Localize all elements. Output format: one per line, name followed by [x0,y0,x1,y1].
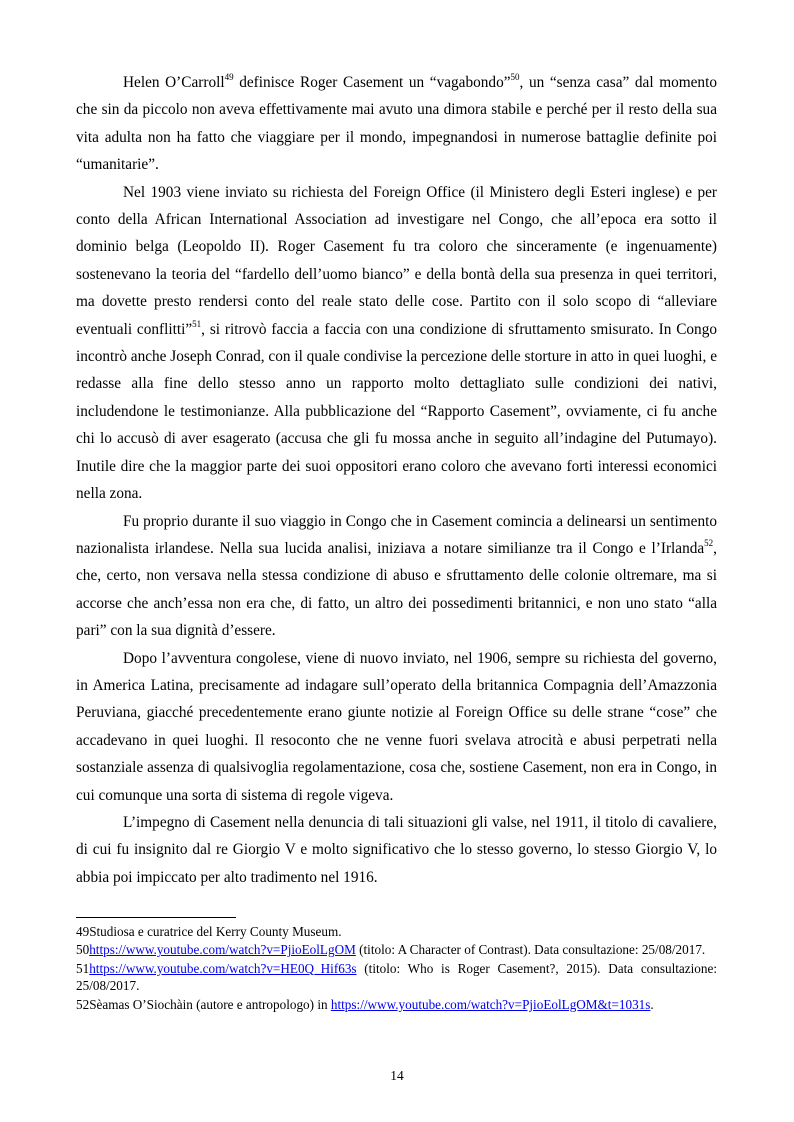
footnote-link[interactable]: https://www.youtube.com/watch?v=PjioEolLgOM [89,942,356,958]
footnote-reference: 49 [224,71,234,82]
body-text [76,69,717,891]
text-run: definisce Roger Casement un “vagabondo” [233,74,511,91]
footnote-reference: 50 [510,71,520,82]
footnote [76,960,717,995]
body-paragraph [76,69,717,179]
footnote-reference: 52 [704,537,714,548]
text-run: . [650,996,654,1012]
footnote [76,996,717,1013]
text-run: L’impegno di Casement nella denuncia di tali situazioni gli valse, nel 1911, il titolo di cavaliere, di cui fu insignito dal re Giorgio V e molto significativo che lo stesso governo, lo stesso Giorgio V, lo abbia poi impiccato per alto tradimento nel 1916. [76,813,717,886]
text-run: , si ritrovò faccia a faccia con una condizione di sfruttamento smisurato. In Congo incontrò anche Joseph Conrad, con il quale condivise la percezione delle storture in atto in quei luoghi, e redasse alla fine dello stesso anno un rapporto molto dettagliato sulle condizioni dei nativi, includendone le testimonianze. Alla pubblicazione del “Rapporto Casement”, ovviamente, ci fu anche chi lo accusò di aver esagerato (accusa che gli fu mossa anche in seguito all’indagine del Putumayo). Inutile dire che la maggior parte dei suoi oppositori erano coloro che avevano forti interessi economici nella zona. [76,320,718,503]
text-run: Helen O’Carroll [123,74,225,91]
text-run: 52Sèamas O’Siochàin (autore e antropologo) in [76,996,331,1012]
page-number: 14 [390,1068,404,1083]
footnote [76,941,717,958]
footnote-reference: 51 [192,318,202,329]
text-run: 51 [76,960,90,976]
text-run: Dopo l’avventura congolese, viene di nuovo inviato, nel 1906, sempre su richiesta del governo, in America Latina, precisamente ad indagare sull’operato della britannica Compagnia dell’Amazzonia Peruviana, giacché precedentemente erano giunte notizie al Foreign Office su delle strane “cose” che accadevano in quei luoghi. Il resoconto che ne venne fuori svelava atrocità e abusi perpetrati nella sostanziale assenza di qualsivoglia regolamentazione, cosa che, sostiene Casement, non era in Congo, in cui comunque una sorta di sistema di regole vigeva. [76,649,717,804]
body-paragraph [76,508,717,645]
text-run: 49Studiosa e curatrice del Kerry County Museum. [76,924,342,939]
text-run: Fu proprio durante il suo viaggio in Congo che in Casement comincia a delinearsi un sentimento nazionalista irlandese. Nella sua lucida analisi, iniziava a notare similianze tra il Congo e l’Irlanda [76,512,717,557]
footnotes [76,923,717,1014]
footnote-link[interactable]: https://www.youtube.com/watch?v=PjioEolLgOM&t=1031s [330,996,651,1012]
footnote [76,923,717,940]
text-run: Nel 1903 viene inviato su richiesta del Foreign Office (il Ministero degli Esteri inglese) e per conto della African International Association ad investigare nel Congo, che all’epoca era sotto il dominio belga (Leopoldo II). Roger Casement fu tra coloro che sinceramente (e ingenuamente) sostenevano la teoria del “fardello dell’uomo bianco” e della bontà della sua presenza in quei territori, ma dovette presto rendersi conto del reale stato delle cose. Partito con il solo scopo di “alleviare eventuali conflitti” [76,183,717,338]
body-paragraph [76,809,717,891]
text-run: (titolo: A Character of Contrast). Data consultazione: 25/08/2017. [355,942,706,958]
text-run: (titolo: Who is Roger Casement?, 2015). Data consultazione: 25/08/2017. [76,960,717,994]
text-run: , che, certo, non versava nella stessa condizione di abuso e sfruttamento delle colonie oltremare, ma si accorse che anch’essa non era che, di fatto, un altro dei possedimenti britannici, e non uno stato “alla pari” con la sua dignità d’essere. [76,539,717,640]
footnote-link[interactable]: https://www.youtube.com/watch?v=HE0Q_Hif63s [89,960,357,976]
body-paragraph [76,645,717,809]
body-paragraph [76,179,717,508]
footnote-separator [76,917,236,918]
text-run: 50 [76,942,90,958]
text-run: , un “senza casa” dal momento che sin da piccolo non aveva effettivamente mai avuto una dimora stabile e perché per il resto della sua vita adulta non ha fatto che viaggiare per il mondo, impegnandosi in numerose battaglie definite poi “umanitarie”. [76,74,717,174]
